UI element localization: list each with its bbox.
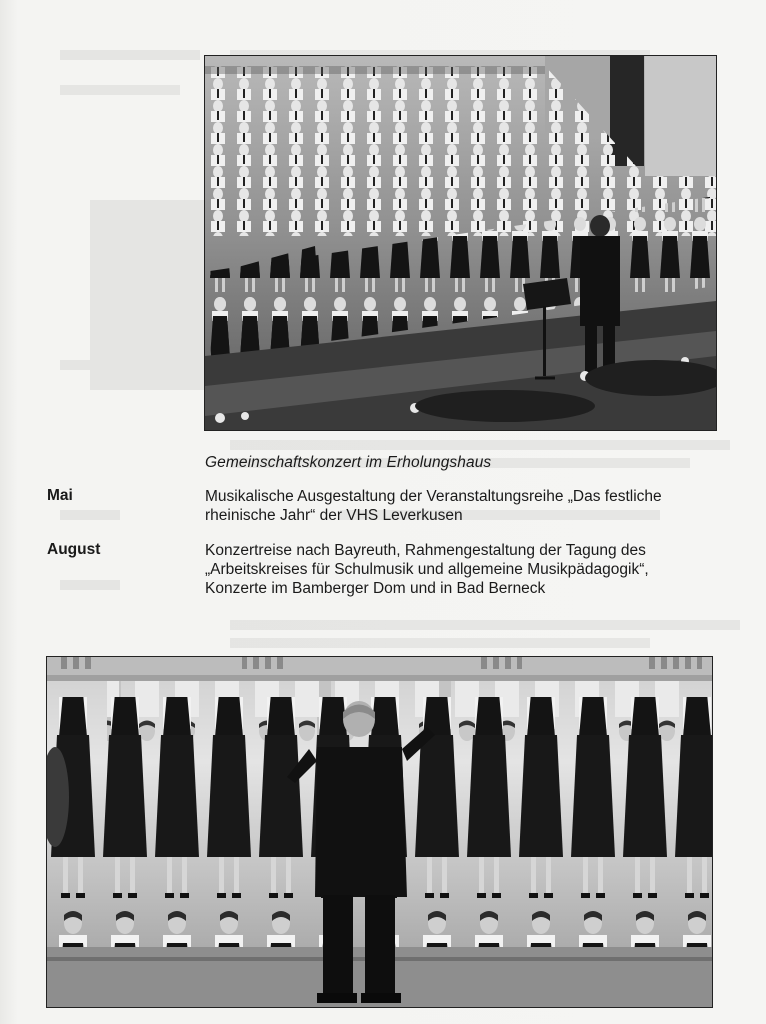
choir-rehearsal-photo (46, 656, 713, 1008)
photo-caption: Gemeinschaftskonzert im Erholungshaus (205, 454, 492, 471)
entry-text-august: Konzertreise nach Bayreuth, Rahmengestaltung der Tagung des „Arbeitskreises für Schulmusik und allgemeine Musikpädagogik“, Konzerte im Bamberger Dom und in Bad Berneck (205, 542, 649, 597)
choir-concert-photo (204, 55, 717, 431)
month-label-mai: Mai (47, 487, 73, 504)
month-label-august: August (47, 541, 101, 558)
entry-text-mai: Musikalische Ausgestaltung der Veranstaltungsreihe „Das festliche rheinische Jahr“ der VHS Leverkusen (205, 488, 662, 524)
